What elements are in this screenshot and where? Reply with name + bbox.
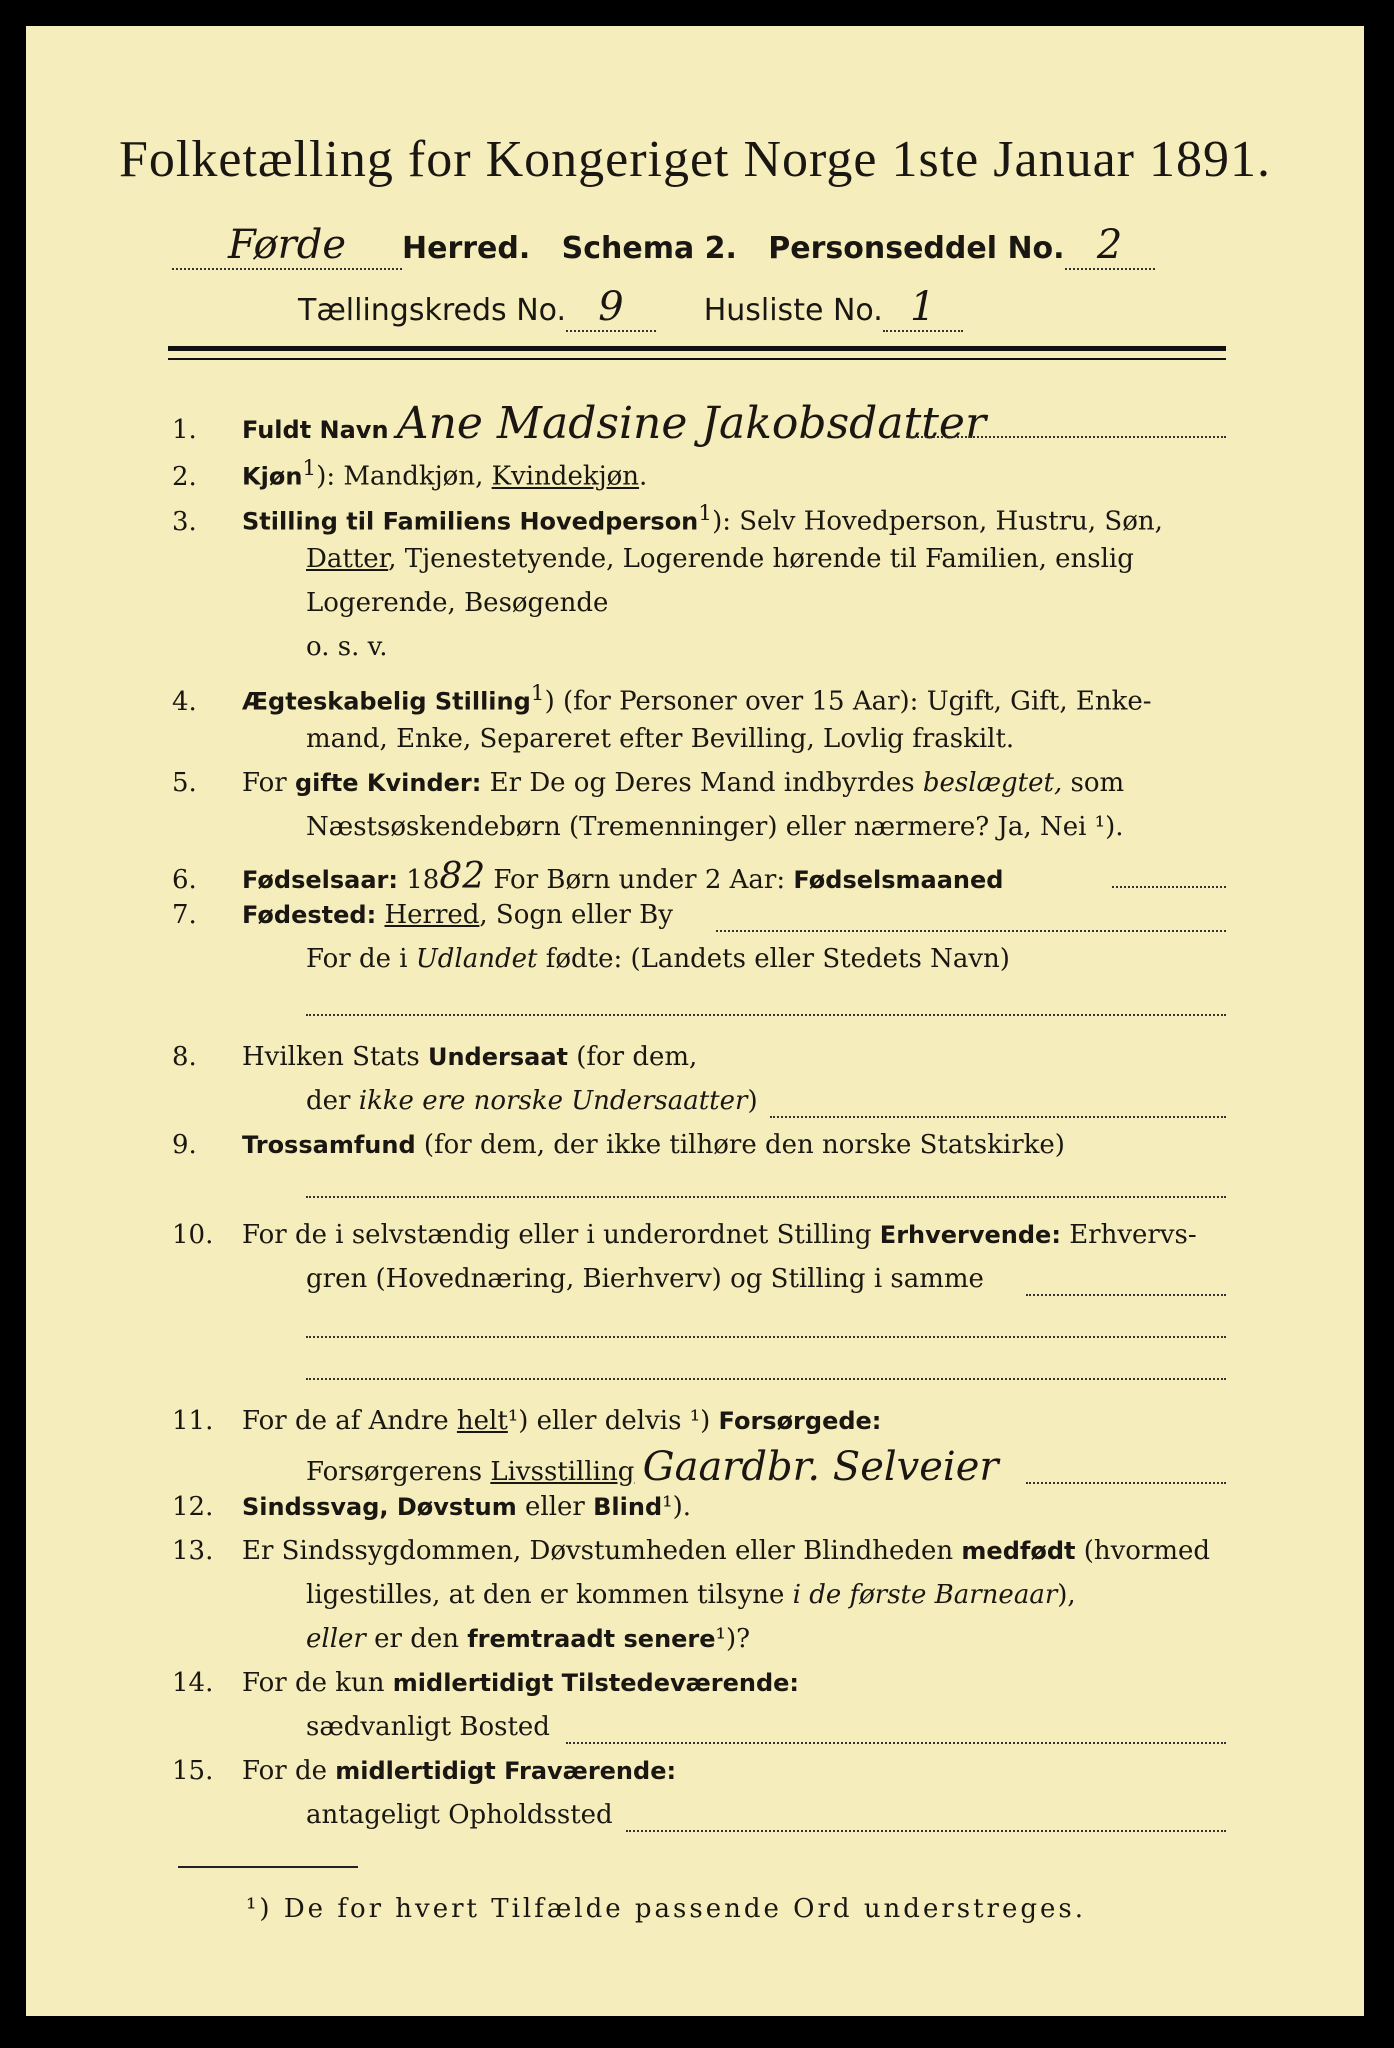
header-line-herred	[172, 222, 1155, 270]
item-11-line-2: Forsørgerens Livsstilling Gaardbr. Selveier	[306, 1444, 999, 1490]
header-rule-thick	[168, 346, 1226, 351]
item-4: 4. Ægteskabelig Stilling$^1$) (for Personer over 15 Aar): Ugift, Gift, Enke-	[172, 681, 1152, 717]
item-12: 12. Sindssvag, Døvstum eller Blind¹).	[172, 1492, 691, 1522]
item-14-dotline	[566, 1742, 1226, 1744]
item-8: 8. Hvilken Stats Undersaat (for dem,	[172, 1042, 698, 1072]
form-title: Folketælling for Kongeriget Norge 1ste Januar 1891.	[119, 131, 1271, 188]
full-name-value: Ane Madsine Jakobsdatter	[396, 398, 987, 449]
schema-label: Schema 2.	[561, 231, 737, 266]
support-selected: helt	[456, 1406, 508, 1436]
item-2: 2. Kjøn$^1$): Mandkjøn, Kvindekjøn.	[172, 456, 648, 492]
item-6-dotline	[1112, 886, 1226, 888]
item-1: 1. Fuldt Navn Ane Madsine Jakobsdatter	[172, 398, 987, 449]
personseddel-field: 2	[1065, 222, 1155, 270]
item-6: 6. Fødselsaar: 1882 For Børn under 2 Aar: Fødselsmaaned	[172, 856, 1004, 897]
item-13-line-3: eller er den fremtraadt senere¹)?	[306, 1624, 751, 1654]
item-13: 13. Er Sindssygdommen, Døvstumheden eller Blindheden medfødt (hvormed	[172, 1536, 1211, 1566]
item-1-label: Fuldt Navn	[242, 416, 389, 444]
item-5: 5. For gifte Kvinder: Er De og Deres Mand indbyrdes beslægtet, som	[172, 768, 1125, 798]
item-8-dotline	[770, 1116, 1226, 1118]
husliste-label: Husliste No.	[703, 293, 883, 328]
item-9-dotline	[306, 1196, 1226, 1198]
position-selected: Datter	[306, 544, 389, 574]
item-10-dotline-3	[306, 1378, 1226, 1380]
item-15-line-2: antageligt Opholdssted	[306, 1800, 613, 1830]
census-form	[26, 26, 1364, 2016]
footnote: ¹) De for hvert Tilfælde passende Ord understreges.	[246, 1894, 1087, 1924]
item-15-dotline	[626, 1830, 1226, 1832]
item-11-dotline	[1026, 1482, 1226, 1484]
item-3-line-2: Datter, Tjenestetyende, Logerende hørende til Familien, enslig	[306, 544, 1134, 574]
item-9: 9. Trossamfund (for dem, der ikke tilhøre den norske Statskirke)	[172, 1130, 1065, 1160]
taellingskreds-label: Tællingskreds No.	[298, 293, 566, 328]
taellingskreds-field: 9	[566, 284, 656, 332]
item-11: 11. For de af Andre helt¹) eller delvis ¹) Forsørgede:	[172, 1406, 882, 1436]
item-15: 15. For de midlertidigt Fraværende:	[172, 1756, 677, 1786]
item-7: 7. Fødested: Herred, Sogn eller By	[172, 900, 673, 930]
item-10: 10. For de i selvstændig eller i underordnet Stilling Erhvervende: Erhvervs-	[172, 1220, 1197, 1250]
footnote-rule	[178, 1866, 358, 1868]
item-3-line-4: o. s. v.	[306, 632, 388, 662]
item-7-dotline-2	[306, 1014, 1226, 1016]
item-13-line-2: ligestilles, at den er kommen tilsyne i de første Barneaar),	[306, 1580, 1076, 1610]
personseddel-label: Personseddel No.	[768, 231, 1065, 266]
item-8-line-2: der ikke ere norske Undersaatter)	[306, 1086, 758, 1116]
item-14: 14. For de kun midlertidigt Tilstedeværende:	[172, 1668, 800, 1698]
birth-year-value: 82	[439, 856, 486, 897]
item-4-line-2: mand, Enke, Separeret efter Bevilling, Lovlig fraskilt.	[306, 724, 1015, 754]
item-3: 3. Stilling til Familiens Hovedperson$^1$): Selv Hovedperson, Hustru, Søn,	[172, 501, 1163, 537]
item-1-dotline	[906, 436, 1226, 438]
provider-occupation-value: Gaardbr. Selveier	[642, 1444, 999, 1490]
item-5-line-2: Næstsøskendebørn (Tremenninger) eller nærmere? Ja, Nei ¹).	[306, 812, 1124, 842]
item-10-line-2: gren (Hovednæring, Bierhverv) og Stilling i samme	[306, 1264, 984, 1294]
herred-field: Førde	[172, 222, 402, 270]
birthplace-selected: Herred	[384, 900, 480, 930]
item-14-line-2: sædvanligt Bosted	[306, 1712, 550, 1742]
item-7-line-2: For de i Udlandet fødte: (Landets eller Stedets Navn)	[306, 944, 1010, 974]
item-10-dotline	[1026, 1294, 1226, 1296]
item-7-dotline	[716, 930, 1226, 932]
header-rule-thin	[168, 358, 1226, 360]
gender-selected: Kvindekjøn	[491, 461, 640, 492]
item-10-dotline-2	[306, 1336, 1226, 1338]
herred-label: Herred.	[402, 231, 531, 266]
item-3-line-3: Logerende, Besøgende	[306, 588, 609, 618]
husliste-field: 1	[883, 284, 963, 332]
header-line-kreds	[298, 284, 963, 332]
